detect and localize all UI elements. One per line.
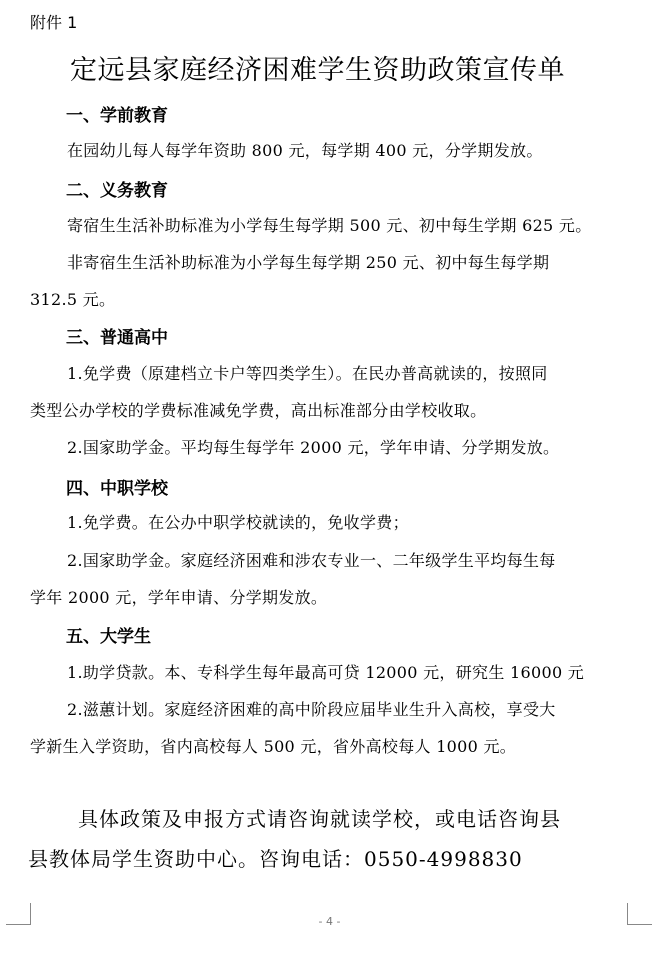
section-heading-university: 五、大学生: [66, 627, 151, 647]
contact-line-1: 具体政策及申报方式请咨询就读学校，或电话咨询县: [78, 807, 561, 831]
vocational-line-1: 1.免学费。在公办中职学校就读的，免收学费；: [67, 513, 409, 532]
section-heading-compulsory: 二、义务教育: [66, 181, 168, 201]
compulsory-line-1: 寄宿生生活补助标准为小学每生每学期 500 元、初中每生学期 625 元。: [67, 216, 592, 235]
high-school-line-3: 2.国家助学金。平均每生每学年 2000 元，学年申请、分学期发放。: [67, 438, 560, 457]
contact-line-2: 县教体局学生资助中心。咨询电话：0550-4998830: [28, 847, 523, 871]
vocational-line-3: 学年 2000 元，学年申请、分学期发放。: [30, 588, 328, 607]
document-title: 定远县家庭经济困难学生资助政策宣传单: [70, 55, 565, 86]
high-school-line-2: 类型公办学校的学费标准减免学费，高出标准部分由学校收取。: [30, 401, 487, 420]
section-heading-vocational: 四、中职学校: [66, 479, 168, 499]
page-number: - 4 -: [318, 915, 341, 928]
high-school-line-1: 1.免学费（原建档立卡户等四类学生）。在民办普高就读的，按照同: [67, 364, 548, 383]
vocational-line-2: 2.国家助学金。家庭经济困难和涉农专业一、二年级学生平均每生每: [67, 551, 556, 570]
section-heading-preschool: 一、学前教育: [66, 106, 168, 126]
compulsory-line-3: 312.5 元。: [30, 290, 116, 309]
section-heading-high-school: 三、普通高中: [66, 328, 168, 348]
university-line-1: 1.助学贷款。本、专科学生每年最高可贷 12000 元，研究生 16000 元: [67, 663, 585, 682]
compulsory-line-2: 非寄宿生生活补助标准为小学每生每学期 250 元、初中每生每学期: [67, 253, 550, 272]
preschool-line-1: 在园幼儿每人每学年资助 800 元，每学期 400 元，分学期发放。: [67, 141, 543, 160]
university-line-3: 学新生入学资助，省内高校每人 500 元，省外高校每人 1000 元。: [30, 737, 517, 756]
university-line-2: 2.滋蕙计划。家庭经济困难的高中阶段应届毕业生升入高校，享受大: [67, 700, 556, 719]
attachment-label: 附件 1: [30, 13, 78, 32]
